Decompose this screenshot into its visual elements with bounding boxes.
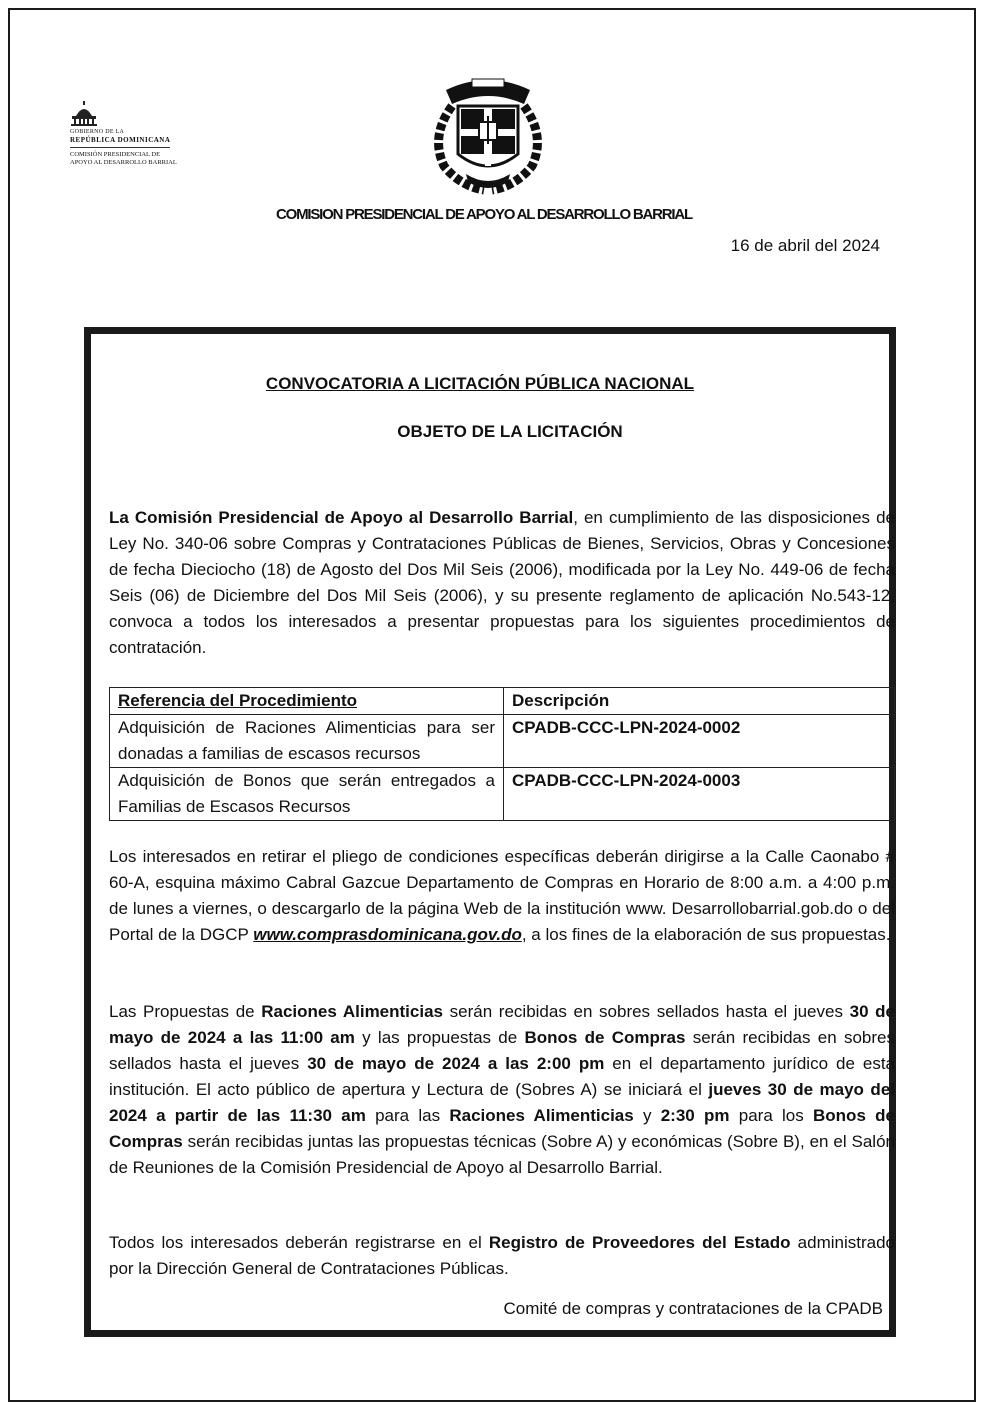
proposals-text: serán recibidas juntas las propuestas técnicas (Sobre A) y económicas (Sobre B), en el Salón de Reuniones de la Comisión Presidencial de Apoyo al Desarrollo Barrial.: [109, 1132, 895, 1177]
logo-line-4: APOYO AL DESARROLLO BARRIAL: [70, 159, 177, 166]
proposals-paragraph: [109, 999, 895, 1181]
document-date: 16 de abril del 2024: [730, 236, 880, 255]
logo-line-2: REPÚBLICA DOMINICANA: [70, 136, 171, 144]
table-row: [110, 715, 895, 768]
institution-name: COMISION PRESIDENCIAL DE APOYO AL DESARROLLO BARRIAL: [276, 206, 692, 223]
logo-divider: [70, 147, 170, 148]
signoff: Comité de compras y contrataciones de la CPADB: [503, 1299, 883, 1318]
table-cell-reference: Adquisición de Bonos que serán entregados a Familias de Escasos Recursos: [110, 768, 504, 821]
palace-icon: [70, 100, 98, 126]
logo-line-1: GOBIERNO DE LA: [70, 129, 125, 135]
registration-text: Todos los interesados deberán registrarse en el: [109, 1233, 489, 1252]
coat-of-arms-icon: [426, 66, 550, 196]
retrieval-text-1: Los interesados en retirar el pliego de condiciones específicas deberán dirigirse a la Calle Caonabo # 60-A, esquina máximo Cabral Gazcue Departamento de Compras en Horario de 8:00 a.m. a 4:00 p.m. de lunes a viernes, o descargarlo de la página Web de la institución www. Desarrollobarrial.gob.do o del Portal de la DGCP: [109, 847, 895, 944]
dgcp-portal-link[interactable]: www.comprasdominicana.gov.do: [253, 925, 522, 944]
registration-bold: Registro de Proveedores del Estado: [488, 1233, 791, 1252]
proposals-bold: Raciones Alimenticias: [261, 1002, 443, 1021]
proposals-bold: Bonos de Compras: [109, 1106, 895, 1151]
proposals-bold: 30 de mayo de 2024 a las 11:00 am: [109, 1002, 895, 1047]
government-logo: [70, 100, 190, 167]
table-cell-reference: Adquisición de Raciones Alimenticias para ser donadas a familias de escasos recursos: [110, 715, 504, 768]
proposals-text: serán recibidas en sobres sellados hasta el jueves: [109, 1028, 895, 1073]
procedures-table: [109, 687, 895, 821]
table-row: [110, 768, 895, 821]
proposals-text: para las: [365, 1106, 450, 1125]
notice-box: [84, 327, 896, 1337]
proposals-bold: 2:30 pm: [660, 1106, 730, 1125]
proposals-text: en el departamento jurídico de esta institución. El acto público de apertura y Lectura de (Sobres A) se iniciará el: [109, 1054, 895, 1099]
intro-lead: La Comisión Presidencial de Apoyo al Desarrollo Barrial: [109, 508, 574, 527]
table-header-reference: Referencia del Procedimiento: [110, 688, 504, 715]
intro-rest: , en cumplimiento de las disposiciones de Ley No. 340-06 sobre Compras y Contrataciones Públicas de Bienes, Servicios, Obras y Concesiones de fecha Dieciocho (18) de Agosto del Dos Mil Seis (2006), modificada por la Ley No. 449-06 de fecha Seis (06) de Diciembre del Dos Mil Seis (2006), y su presente reglamento de aplicación No.543-12, convoca a todos los interesados a presentar propuestas para los siguientes procedimientos de contratación.: [109, 508, 896, 657]
proposals-text: para los: [729, 1106, 814, 1125]
table-header-row: [110, 688, 895, 715]
proposals-text: y: [633, 1106, 661, 1125]
registration-paragraph: [109, 1230, 895, 1282]
registration-text: administrado por la Dirección General de Contrataciones Públicas.: [109, 1233, 895, 1278]
proposals-text: serán recibidas en sobres sellados hasta el jueves: [443, 1002, 850, 1021]
table-cell-code: CPADB-CCC-LPN-2024-0002: [504, 715, 895, 768]
proposals-text: Las Propuestas de: [109, 1002, 262, 1021]
notice-title: CONVOCATORIA A LICITACIÓN PÚBLICA NACIONAL: [265, 374, 695, 393]
notice-subtitle: OBJETO DE LA LICITACIÓN: [397, 422, 623, 441]
intro-paragraph: [109, 505, 895, 661]
table-cell-code: CPADB-CCC-LPN-2024-0003: [504, 768, 895, 821]
proposals-bold: Raciones Alimenticias: [449, 1106, 634, 1125]
retrieval-text-2: , a los fines de la elaboración de sus propuestas.: [521, 925, 891, 944]
proposals-bold: Bonos de Compras: [524, 1028, 686, 1047]
proposals-text: y las propuestas de: [354, 1028, 525, 1047]
retrieval-paragraph: [109, 844, 895, 948]
proposals-bold: jueves 30 de mayo del 2024 a partir de las 11:30 am: [109, 1080, 895, 1125]
logo-line-3: COMISIÓN PRESIDENCIAL DE: [70, 151, 161, 158]
table-header-description: Descripción: [504, 688, 895, 715]
proposals-bold: 30 de mayo de 2024 a las 2:00 pm: [307, 1054, 605, 1073]
